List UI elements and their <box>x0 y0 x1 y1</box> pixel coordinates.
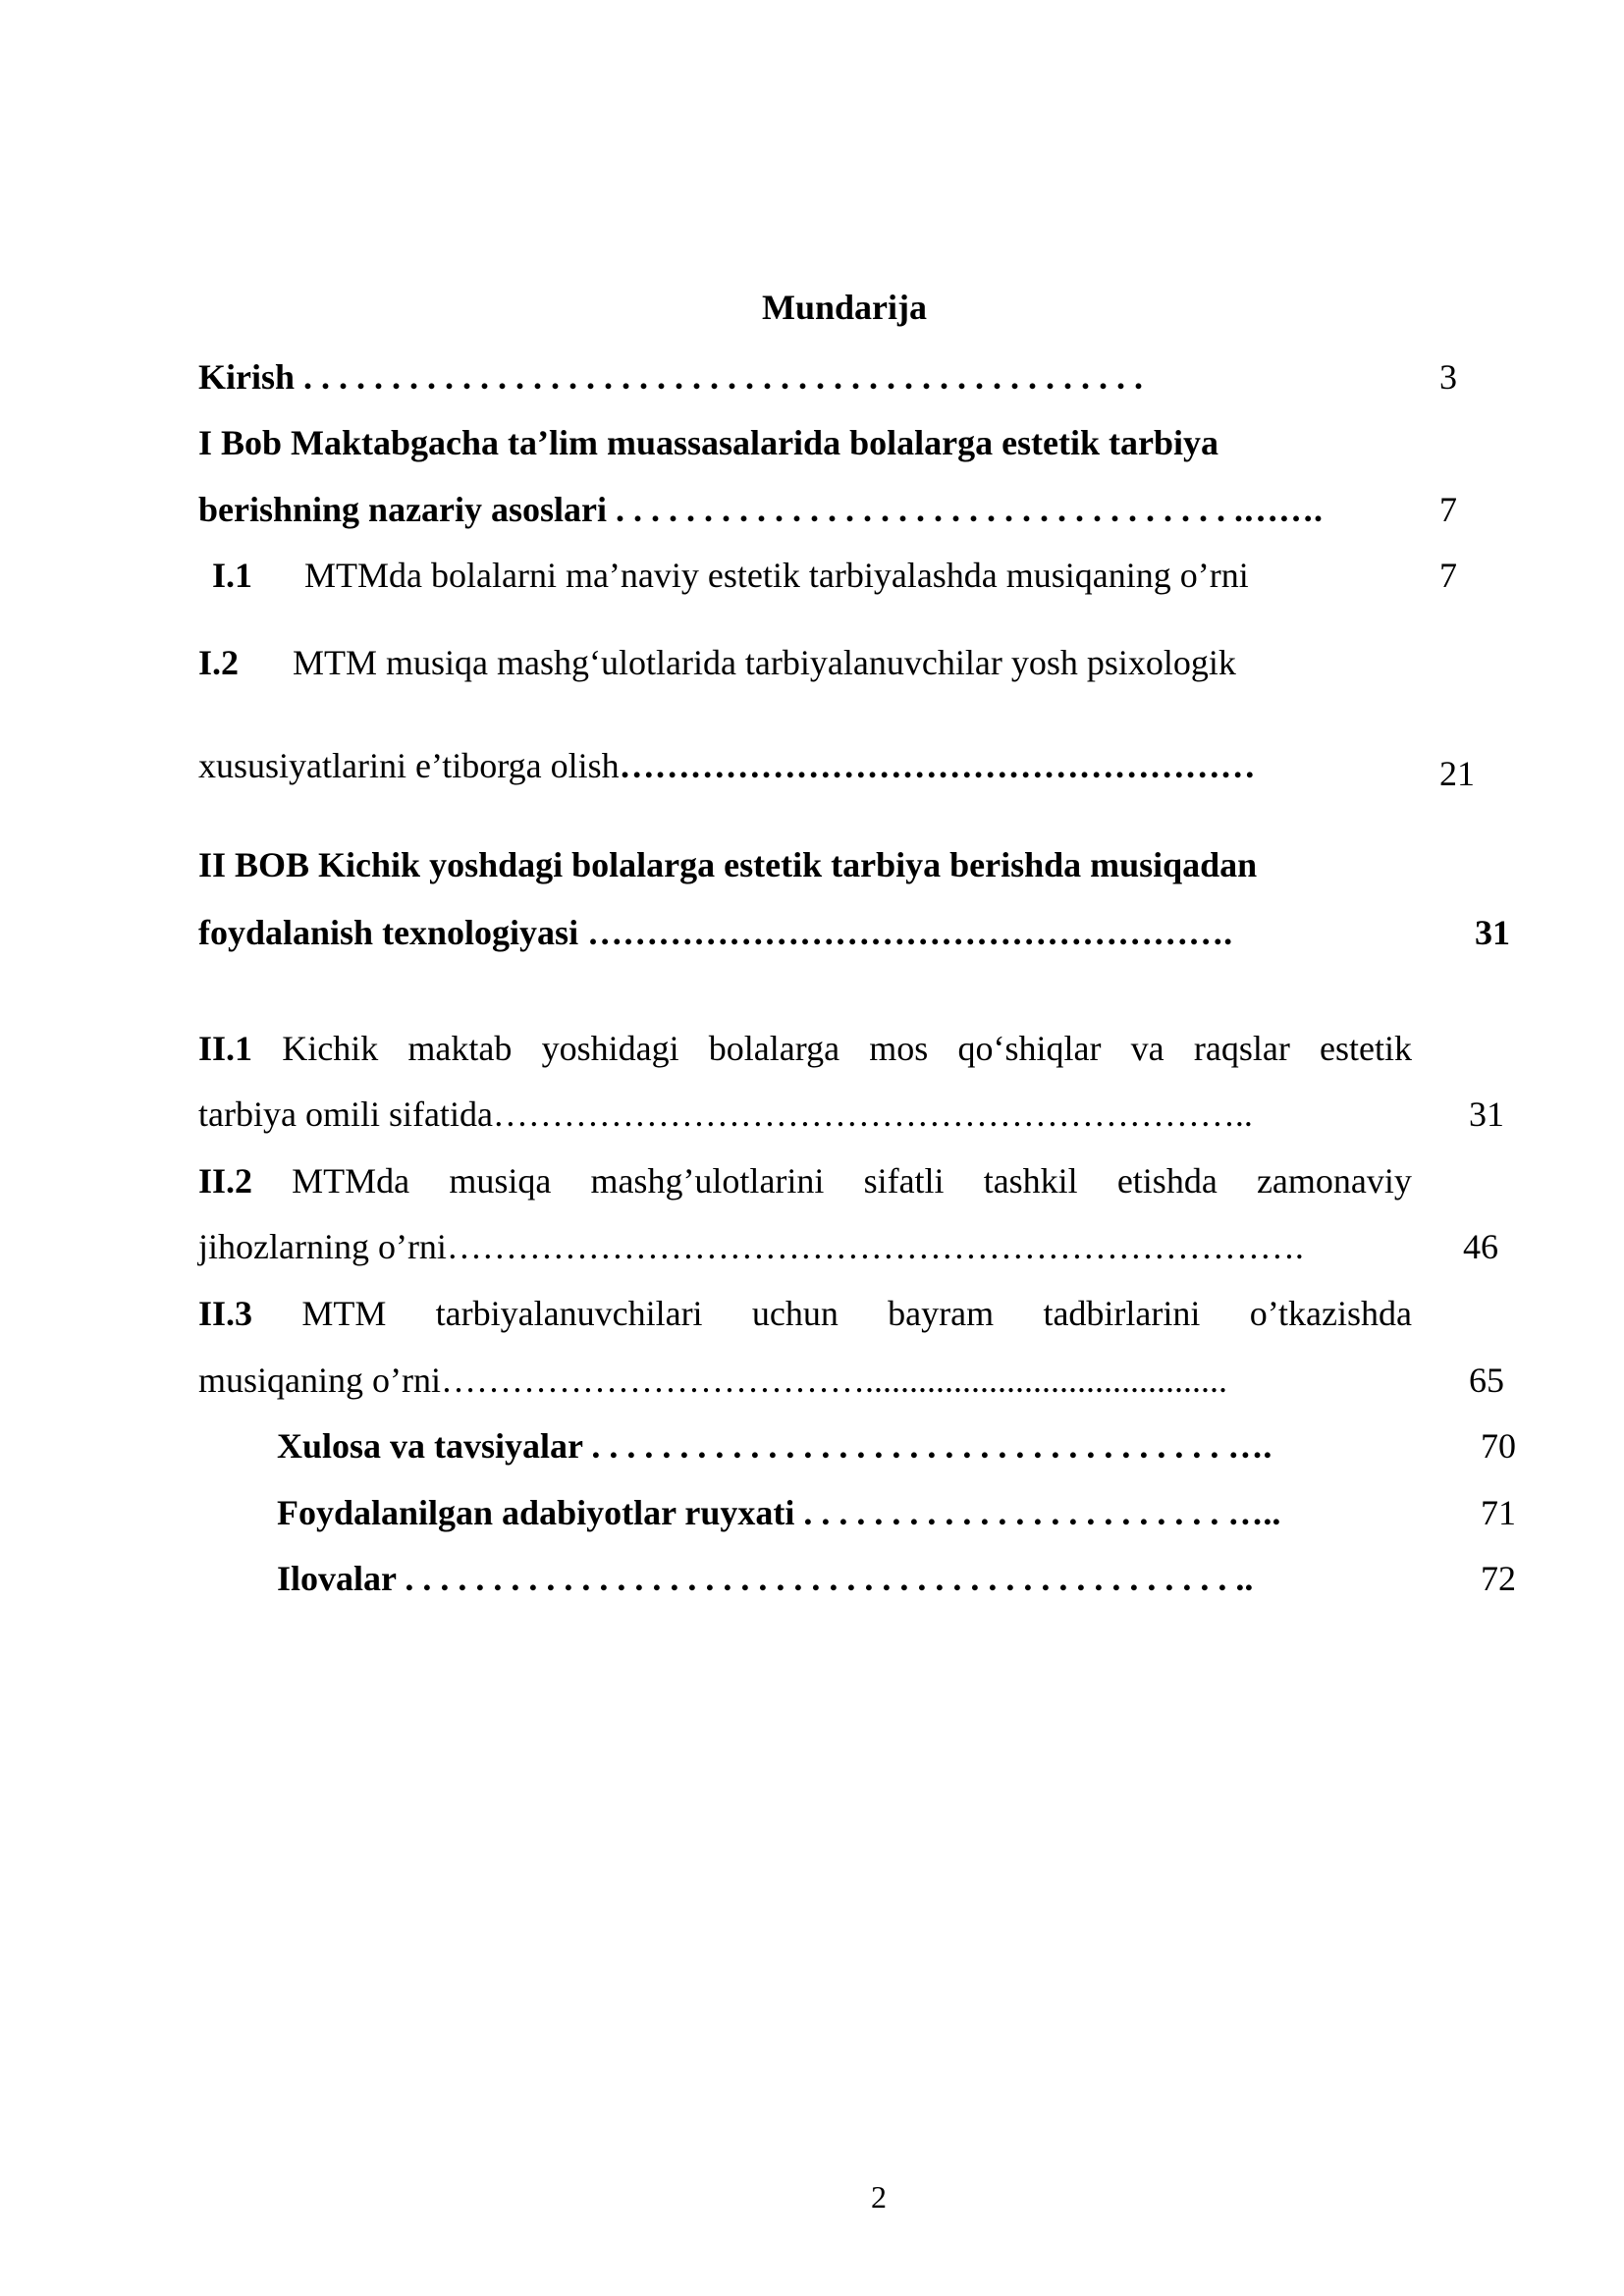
toc-page-section-1-1: 7 <box>1439 556 1457 595</box>
toc-entry-dots: . . . . . . . . . . . . . . . . . . . . . . . . . . . . . . . . . . . . . . . . . . . . . . . . <box>295 357 1144 397</box>
word: qo‘shiqlar <box>957 1029 1102 1068</box>
word: estetik <box>1320 1029 1412 1068</box>
toc-page-xulosa: 70 <box>1481 1426 1516 1466</box>
word: bolalarga <box>708 1029 840 1068</box>
toc-chapter-1-line1: I Bob Maktabgacha ta’lim muassasalarida bolalarga estetik tarbiya <box>198 423 1219 462</box>
toc-page-section-2-2: 46 <box>1463 1227 1498 1266</box>
word: sifatli <box>863 1161 945 1201</box>
word: maktab <box>407 1029 513 1068</box>
toc-page-ilovalar: 72 <box>1481 1559 1516 1598</box>
toc-section-2-3-line1 <box>198 1296 1412 1331</box>
toc-section-2-1-line1 <box>198 1031 1412 1066</box>
toc-entry-dots: ……………………………………………… <box>619 746 1256 785</box>
word: raqslar <box>1193 1029 1290 1068</box>
word: MTM <box>301 1294 387 1333</box>
toc-section-2-2-line2: jihozlarning o’rni………………………………………………………………. <box>198 1227 1304 1266</box>
toc-entry-xulosa: Xulosa va tavsiyalar . . . . . . . . . . . . . . . . . . . . . . . . . . . . . . . . . . . . …. <box>277 1426 1272 1466</box>
toc-chapter-1-line2: berishning nazariy asoslari . . . . . . . . . . . . . . . . . . . . . . . . . . . . . . . . . . . .……. <box>198 490 1324 529</box>
page-number: 2 <box>871 2179 887 2215</box>
toc-section-1-1-text: MTMda bolalarni ma’naviy estetik tarbiyalashda musiqaning o’rni <box>304 556 1249 595</box>
word: o’tkazishda <box>1249 1294 1412 1333</box>
toc-entry-ilovalar: Ilovalar . . . . . . . . . . . . . . . . . . . . . . . . . . . . . . . . . . . . . . . . . . . . . . . .. <box>277 1559 1254 1598</box>
toc-section-1-2-line1: MTM musiqa mashg‘ulotlarida tarbiyalanuvchilar yosh psixologik <box>293 643 1236 682</box>
word: musiqa <box>449 1161 552 1201</box>
toc-section-2-3-line2: musiqaning o’rni………………………………......................................... <box>198 1361 1227 1400</box>
toc-section-2-2-line1 <box>198 1163 1412 1199</box>
toc-entry-label: Kirish <box>198 357 296 397</box>
toc-page-section-2-3: 65 <box>1469 1361 1504 1400</box>
toc-page-kirish: 3 <box>1439 357 1457 397</box>
word: Kichik <box>282 1029 379 1068</box>
word: mashg’ulotlarini <box>590 1161 825 1201</box>
section-number: II.2 <box>198 1161 253 1201</box>
word: etishda <box>1116 1161 1218 1201</box>
toc-title: Mundarija <box>761 288 927 327</box>
word: va <box>1130 1029 1164 1068</box>
word: zamonaviy <box>1256 1161 1412 1201</box>
word: tarbiyalanuvchilari <box>435 1294 703 1333</box>
toc-page-section-2-1: 31 <box>1469 1095 1504 1134</box>
section-number: I.1 <box>212 556 253 595</box>
toc-chapter-2-line2: foydalanish texnologiyasi ………………………………………………. <box>198 913 1233 952</box>
section-number: II.3 <box>198 1294 253 1333</box>
toc-chapter-2-line1: II BOB Kichik yoshdagi bolalarga estetik tarbiya berishda musiqadan <box>198 845 1258 884</box>
word: bayram <box>888 1294 995 1333</box>
toc-page-adabiyotlar: 71 <box>1481 1493 1516 1532</box>
toc-section-1-2-number: I.2 <box>198 643 240 682</box>
toc-page-chapter-2: 31 <box>1475 913 1510 952</box>
toc-section-1-1 <box>212 558 252 593</box>
word: MTMda <box>292 1161 410 1201</box>
toc-section-1-2-line2 <box>198 748 1256 783</box>
toc-section-2-1-line2: tarbiya omili sifatida……………………………………………………….. <box>198 1095 1253 1134</box>
toc-entry-adabiyotlar: Foydalanilgan adabiyotlar ruyxati . . . . . . . . . . . . . . . . . . . . . . . . ….. <box>277 1493 1281 1532</box>
word: tadbirlarini <box>1043 1294 1201 1333</box>
section-text: xususiyatlarini e’tiborga olish <box>198 746 620 785</box>
toc-page-section-1-2: 21 <box>1439 754 1475 793</box>
section-number: II.1 <box>198 1029 253 1068</box>
word: uchun <box>751 1294 839 1333</box>
toc-entry-kirish <box>198 359 1143 395</box>
word: tashkil <box>983 1161 1078 1201</box>
word: mos <box>869 1029 929 1068</box>
word: yoshidagi <box>541 1029 679 1068</box>
toc-page-chapter-1: 7 <box>1439 490 1457 529</box>
